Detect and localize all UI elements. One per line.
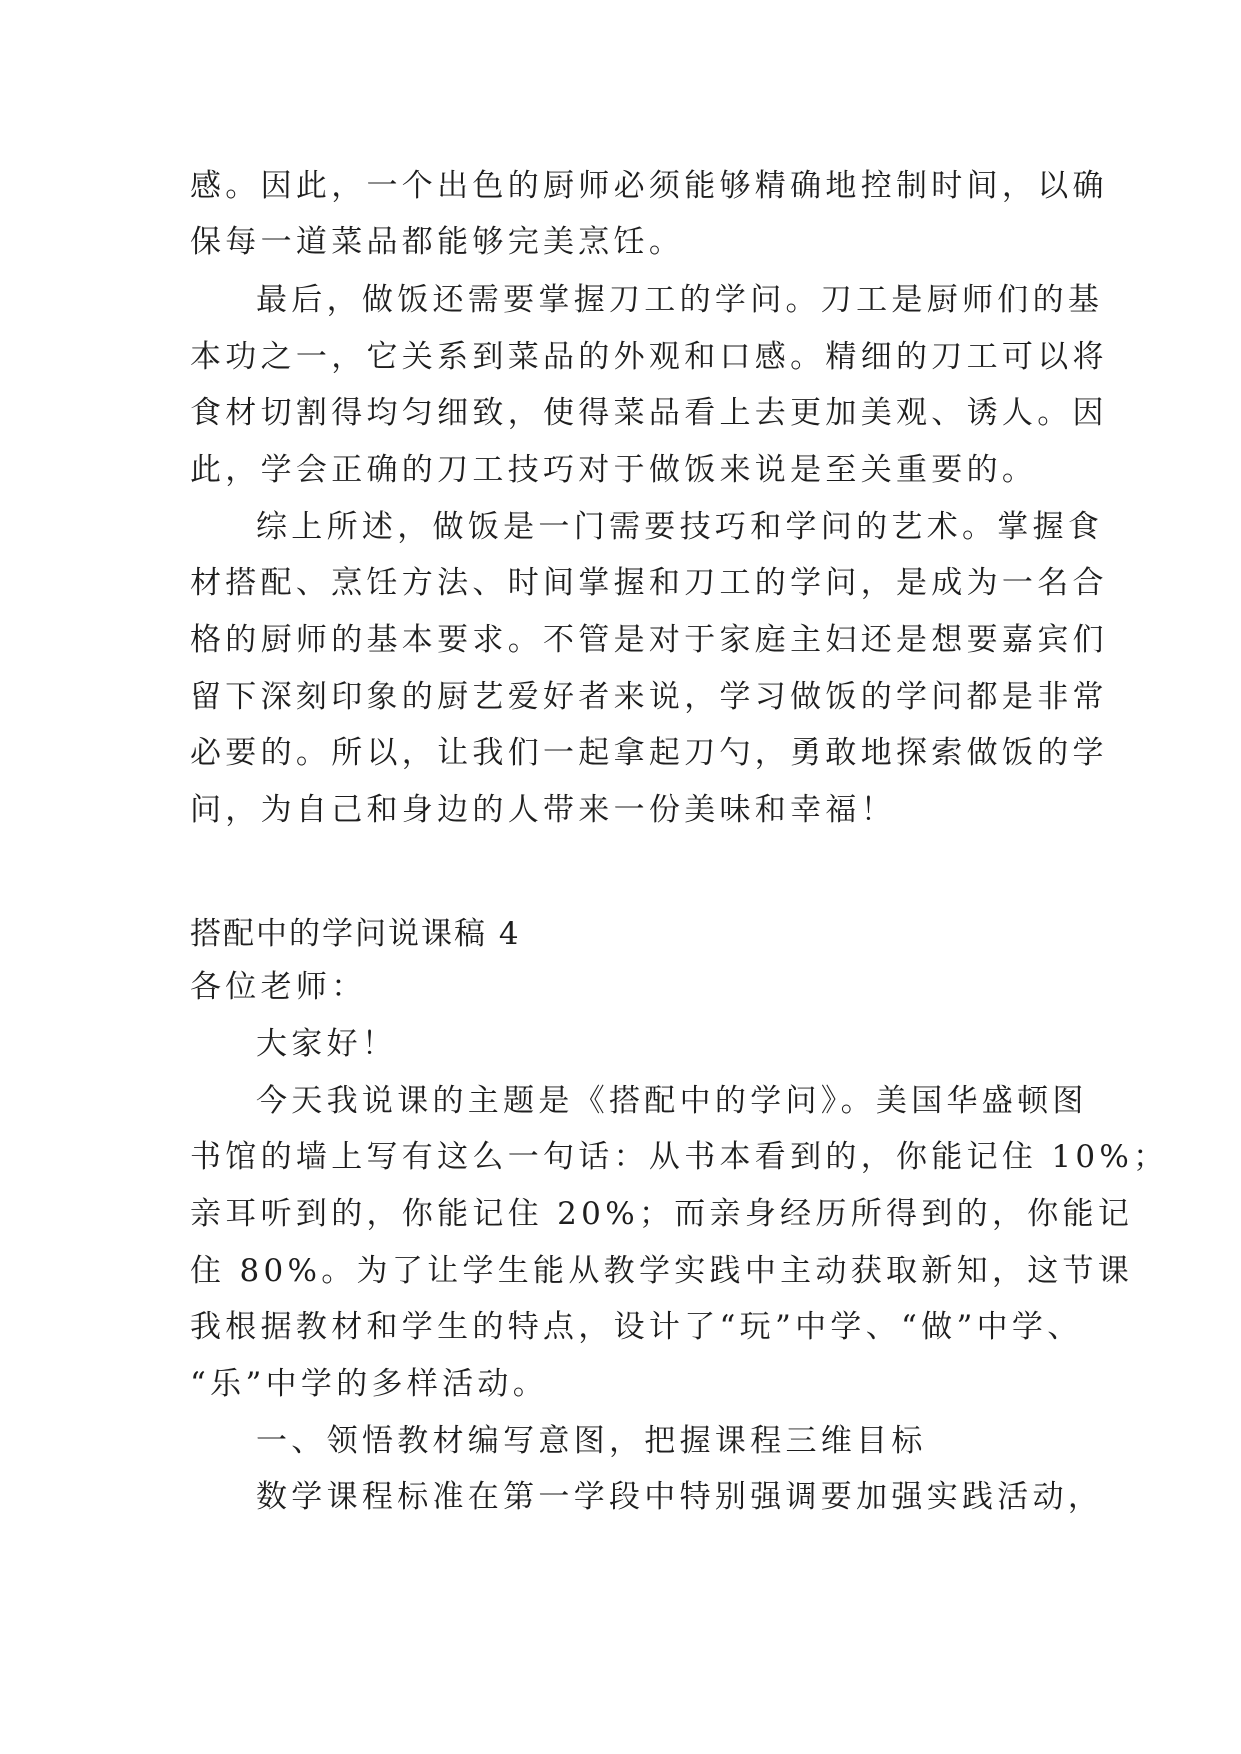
paragraph-4-line-2: 书馆的墙上写有这么一句话：从书本看到的，你能记住 10%； bbox=[190, 1139, 1169, 1175]
greeting: 大家好！ bbox=[256, 1026, 398, 1062]
paragraph-2-line-3: 食材切割得均匀细致，使得菜品看上去更加美观、诱人。因 bbox=[190, 395, 1108, 431]
paragraph-3-line-6: 问，为自己和身边的人带来一份美味和幸福！ bbox=[190, 792, 896, 828]
subheading: 一、领悟教材编写意图，把握课程三维目标 bbox=[256, 1423, 927, 1459]
paragraph-3-line-2: 材搭配、烹饪方法、时间掌握和刀工的学问，是成为一名合 bbox=[190, 565, 1108, 601]
paragraph-4-line-3: 亲耳听到的，你能记住 20%；而亲身经历所得到的，你能记 bbox=[190, 1196, 1134, 1232]
paragraph-1-line-2: 保每一道菜品都能够完美烹饪。 bbox=[190, 224, 685, 260]
paragraph-3-line-3: 格的厨师的基本要求。不管是对于家庭主妇还是想要嘉宾们 bbox=[190, 622, 1108, 658]
paragraph-1-line-1: 感。因此，一个出色的厨师必须能够精确地控制时间，以确 bbox=[190, 168, 1108, 204]
paragraph-4-line-4: 住 80%。为了让学生能从教学实践中主动获取新知，这节课 bbox=[190, 1253, 1134, 1289]
section-title: 搭配中的学问说课稿 4 bbox=[190, 916, 521, 952]
paragraph-3-line-1: 综上所述，做饭是一门需要技巧和学问的艺术。掌握食 bbox=[256, 509, 1104, 545]
salutation: 各位老师： bbox=[190, 969, 367, 1005]
paragraph-2-line-1: 最后，做饭还需要掌握刀工的学问。刀工是厨师们的基 bbox=[256, 282, 1104, 318]
paragraph-4-line-6: “乐”中学的多样活动。 bbox=[190, 1366, 548, 1402]
paragraph-3-line-4: 留下深刻印象的厨艺爱好者来说，学习做饭的学问都是非常 bbox=[190, 679, 1108, 715]
paragraph-4-line-5: 我根据教材和学生的特点，设计了“玩”中学、“做”中学、 bbox=[190, 1309, 1083, 1345]
paragraph-2-line-2: 本功之一，它关系到菜品的外观和口感。精细的刀工可以将 bbox=[190, 339, 1108, 375]
paragraph-3-line-5: 必要的。所以，让我们一起拿起刀勺，勇敢地探索做饭的学 bbox=[190, 735, 1108, 771]
paragraph-5-line-1: 数学课程标准在第一学段中特别强调要加强实践活动， bbox=[256, 1479, 1104, 1515]
paragraph-4-line-1: 今天我说课的主题是《搭配中的学问》。美国华盛顿图 bbox=[256, 1083, 1088, 1119]
paragraph-2-line-4: 此，学会正确的刀工技巧对于做饭来说是至关重要的。 bbox=[190, 452, 1038, 488]
